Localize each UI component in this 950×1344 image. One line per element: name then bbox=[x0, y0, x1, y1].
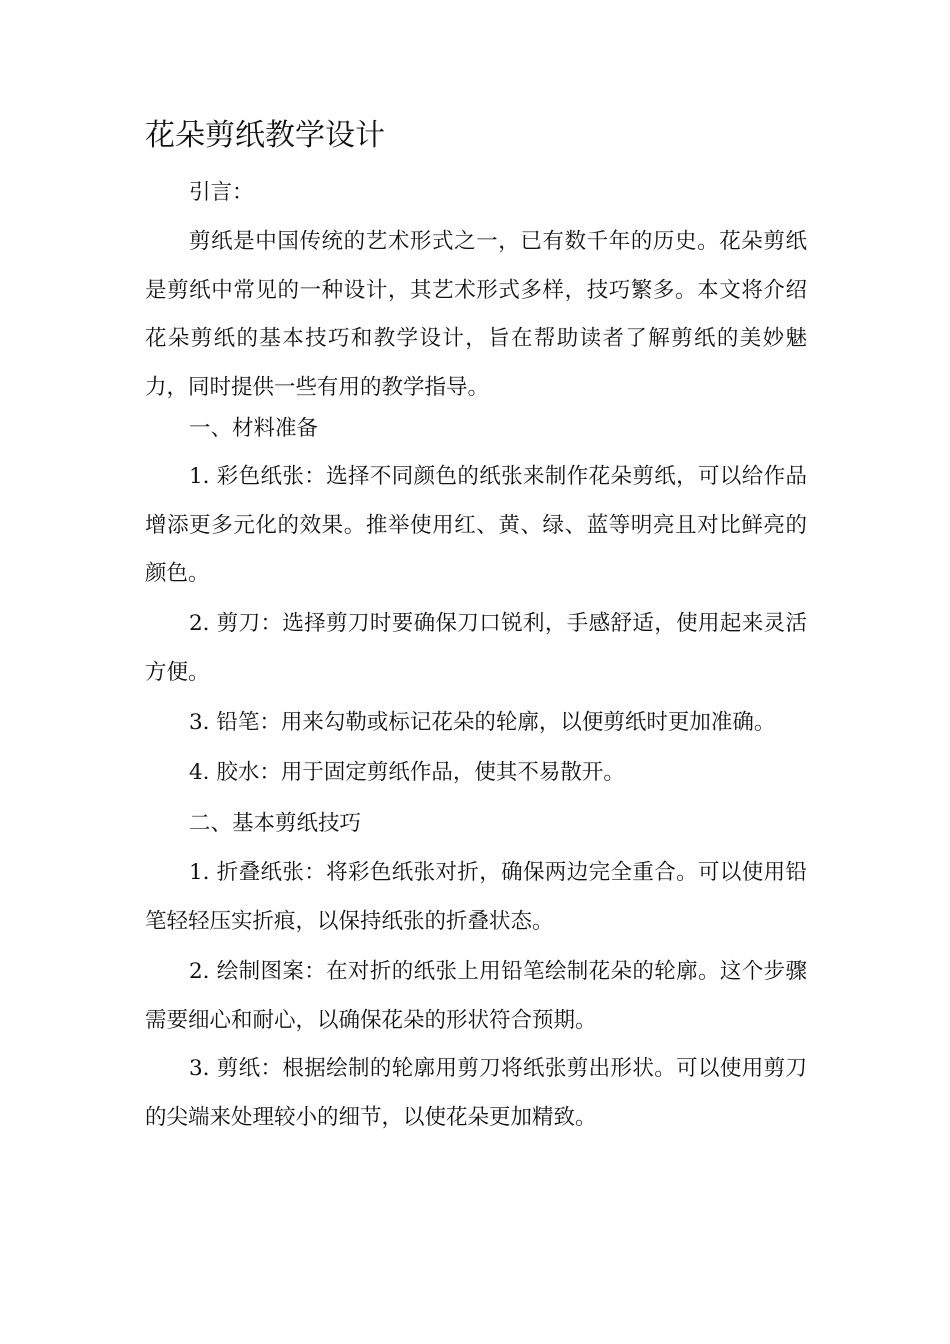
list-item-folding: 1. 折叠纸张：将彩色纸张对折，确保两边完全重合。可以使用铅笔轻轻压实折痕，以保持纸张的折叠状态。 bbox=[145, 860, 807, 934]
list-item-cutting: 3. 剪纸：根据绘制的轮廓用剪刀将纸张剪出形状。可以使用剪刀的尖端来处理较小的细节，以使花朵更加精致。 bbox=[145, 1056, 807, 1130]
section-heading-techniques: 二、基本剪纸技巧 bbox=[189, 811, 362, 836]
intro-paragraph: 剪纸是中国传统的艺术形式之一，已有数千年的历史。花朵剪纸是剪纸中常见的一种设计，其艺术形式多样，技巧繁多。本文将介绍花朵剪纸的基本技巧和教学设计，旨在帮助读者了解剪纸的美妙魅力，同时提供一些有用的教学指导。 bbox=[145, 229, 807, 400]
intro-heading: 引言： bbox=[189, 180, 254, 205]
document-title: 花朵剪纸教学设计 bbox=[145, 118, 385, 153]
section-heading-materials: 一、材料准备 bbox=[189, 416, 319, 441]
list-item-colored-paper: 1. 彩色纸张：选择不同颜色的纸张来制作花朵剪纸，可以给作品增添更多元化的效果。推举使用红、黄、绿、蓝等明亮且对比鲜亮的颜色。 bbox=[145, 464, 807, 586]
list-item-pencil: 3. 铅笔：用来勾勒或标记花朵的轮廓，以便剪纸时更加准确。 bbox=[189, 710, 776, 735]
list-item-drawing: 2. 绘制图案：在对折的纸张上用铅笔绘制花朵的轮廓。这个步骤需要细心和耐心，以确保花朵的形状符合预期。 bbox=[145, 959, 807, 1033]
list-item-glue: 4. 胶水：用于固定剪纸作品，使其不易散开。 bbox=[189, 760, 625, 785]
list-item-scissors: 2. 剪刀：选择剪刀时要确保刀口锐利，手感舒适，使用起来灵活方便。 bbox=[145, 611, 807, 685]
